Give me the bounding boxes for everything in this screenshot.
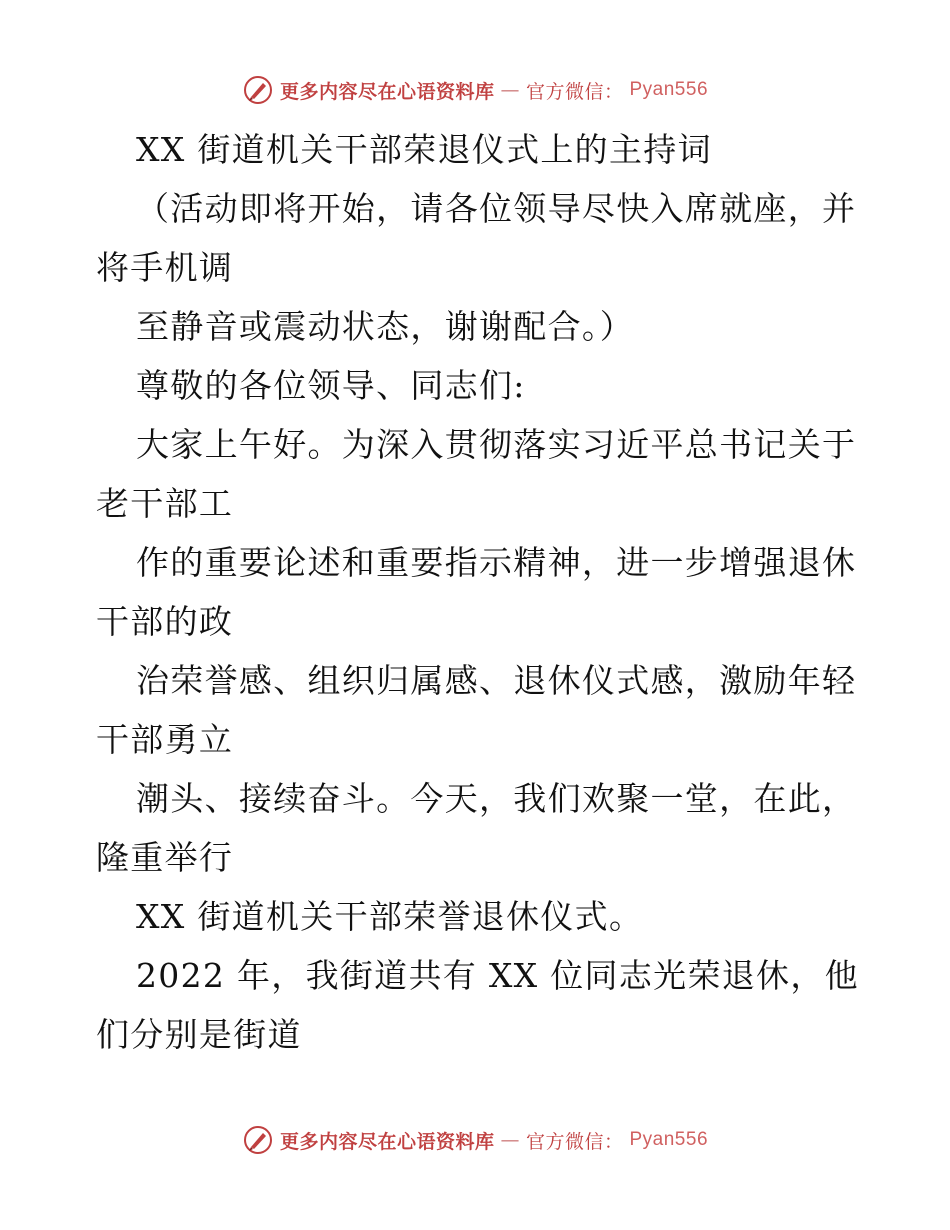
watermark-wechat-id: Pyan556 bbox=[629, 1129, 709, 1150]
paragraph-line: 至静音或震动状态，谢谢配合。） bbox=[136, 307, 634, 346]
paragraph-line: 作的重要论述和重要指示精神，进一步增强退休 bbox=[136, 543, 857, 582]
watermark-dash: — bbox=[500, 1129, 520, 1151]
paragraph-line: 老干部工 bbox=[96, 484, 234, 523]
footer-watermark bbox=[0, 1120, 950, 1160]
document-title: XX 街道机关干部荣退仪式上的主持词 bbox=[136, 130, 712, 169]
document-body bbox=[96, 120, 859, 1064]
salutation: 尊敬的各位领导、同志们: bbox=[136, 366, 526, 405]
paragraph-line: （活动即将开始，请各位领导尽快入席就座，并 bbox=[136, 189, 857, 228]
paragraph-line: 干部勇立 bbox=[96, 720, 234, 759]
watermark-text: 更多内容尽在心语资料库 bbox=[279, 80, 495, 103]
paragraph-line: 大家上午好。为深入贯彻落实习近平总书记关于 bbox=[136, 425, 857, 464]
watermark-label: 官方微信： bbox=[525, 1130, 624, 1153]
paragraph-line: XX 街道机关干部荣誉退休仪式。 bbox=[136, 897, 644, 936]
paragraph-line: 干部的政 bbox=[96, 602, 234, 641]
header-watermark bbox=[0, 70, 950, 110]
watermark-wechat-id: Pyan556 bbox=[629, 79, 709, 100]
watermark-label: 官方微信： bbox=[525, 80, 624, 103]
watermark-dash: — bbox=[500, 79, 520, 101]
paragraph-line: 将手机调 bbox=[96, 248, 234, 287]
quill-pen-logo-icon bbox=[242, 74, 274, 106]
paragraph-line: 治荣誉感、组织归属感、退休仪式感，激励年轻 bbox=[136, 661, 857, 700]
quill-pen-logo-icon bbox=[242, 1124, 274, 1156]
paragraph-line: 隆重举行 bbox=[96, 838, 234, 877]
watermark-text: 更多内容尽在心语资料库 bbox=[279, 1130, 495, 1153]
paragraph-line: 2022 年，我街道共有 XX 位同志光荣退休，他 bbox=[136, 956, 859, 995]
paragraph-line: 们分别是街道 bbox=[96, 1015, 302, 1054]
paragraph-line: 潮头、接续奋斗。今天，我们欢聚一堂，在此， bbox=[136, 779, 857, 818]
